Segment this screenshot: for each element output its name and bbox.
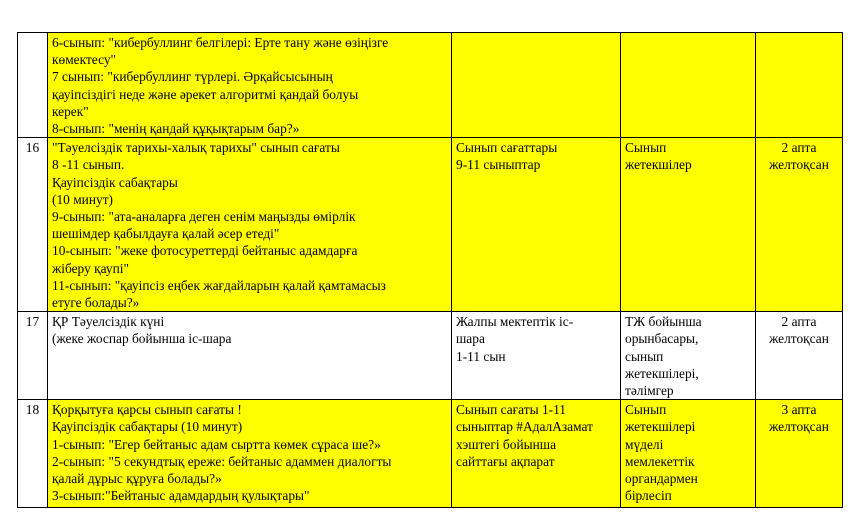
- responsible-cell-line: орынбасары,: [625, 331, 699, 347]
- event-cell-line: "Тәуелсіздік тарихы-халық тарихы" сынып сағаты: [52, 140, 340, 156]
- event-cell-line: 6-сынып: "кибербуллинг белгілері: Ерте тану және өзіңізге: [52, 35, 389, 50]
- responsible-cell-line: жетекшілері: [625, 419, 696, 435]
- deadline-cell: [756, 138, 843, 312]
- responsible-cell-line: бірлесіп: [625, 488, 672, 504]
- deadline-cell: [756, 400, 843, 508]
- form-cell: [452, 312, 621, 400]
- deadline-cell-line: 2 апта: [781, 140, 817, 156]
- event-cell-line: көмектесу": [52, 52, 117, 68]
- event-cell-line: ҚР Тәуелсіздік күні: [52, 314, 165, 330]
- event-cell: [48, 33, 452, 138]
- responsible-cell: [621, 312, 756, 400]
- responsible-cell: [621, 33, 756, 138]
- event-cell-line: шешімдер қабылдауға қалай әсер етеді": [52, 226, 280, 242]
- event-cell-line: 1-сынып: "Егер бейтаныс адам сыртта көмек сұраса ше?»: [52, 436, 381, 452]
- responsible-cell-line: мемлекеттік: [625, 453, 695, 469]
- row-number: [18, 33, 48, 138]
- event-cell-line: 10-сынып: "жеке фотосуреттерді бейтаныс адамдарға: [52, 243, 358, 259]
- event-cell-line: Қауіпсіздік сабақтары (10 минут): [52, 419, 243, 435]
- deadline-cell-line: 3 апта: [781, 402, 817, 418]
- row-number: 16: [18, 138, 48, 312]
- responsible-cell-line: жетекшілер: [625, 157, 692, 173]
- row-number: 18: [18, 400, 48, 508]
- event-cell-line: қалай дұрыс құруға болады?»: [52, 471, 222, 487]
- event-cell: [48, 400, 452, 508]
- responsible-cell: [621, 138, 756, 312]
- responsible-cell-line: тәлімгер: [625, 383, 674, 399]
- deadline-cell-line: желтоқсан: [769, 419, 829, 435]
- event-cell-line: 3-сынып:"Бейтаныс адамдардың қулықтары": [52, 488, 310, 504]
- responsible-cell-line: мүделі: [625, 436, 664, 452]
- event-cell-line: 8 -11 сынып.: [52, 157, 125, 173]
- form-cell-line: шара: [456, 331, 485, 347]
- deadline-cell-line: 2 апта: [781, 314, 817, 330]
- events-plan-table: [17, 32, 843, 508]
- table-row: [18, 138, 843, 312]
- form-cell-line: Жалпы мектептік іс-: [456, 314, 574, 330]
- form-cell-line: 9-11 сыныптар: [456, 157, 541, 173]
- responsible-cell-line: Сынып: [625, 402, 667, 418]
- event-cell: [48, 138, 452, 312]
- form-cell: [452, 33, 621, 138]
- event-cell-line: 8-сынып: "менің қандай құқықтарым бар?»: [52, 121, 300, 137]
- event-cell-line: 11-сынып: "қауіпсіз еңбек жағдайларын қалай қамтамасыз: [52, 277, 386, 293]
- event-cell-line: (жеке жоспар бойынша іс-шара: [52, 331, 232, 347]
- form-cell: [452, 400, 621, 508]
- table-row: [18, 33, 843, 138]
- event-cell-line: жіберу қаупі": [52, 260, 129, 276]
- responsible-cell: [621, 400, 756, 508]
- form-cell-line: 1-11 сын: [456, 348, 506, 364]
- event-cell-line: етуге болады?»: [52, 295, 140, 311]
- responsible-cell-line: ТЖ бойынша: [625, 314, 702, 330]
- table-row: [18, 312, 843, 400]
- event-cell: [48, 312, 452, 400]
- deadline-cell-line: желтоқсан: [769, 331, 829, 347]
- form-cell-line: сайттағы ақпарат: [456, 453, 555, 469]
- responsible-cell-line: Сынып: [625, 140, 667, 156]
- responsible-cell-line: жетекшілері,: [625, 365, 699, 381]
- event-cell-line: Қауіпсіздік сабақтары: [52, 174, 178, 190]
- event-cell-line: (10 минут): [52, 191, 114, 207]
- event-cell-line: 7 сынып: "кибербуллинг түрлері. Әрқайсысының: [52, 69, 333, 85]
- responsible-cell-line: органдармен: [625, 471, 698, 487]
- event-cell-line: Қорқытуға қарсы сынып сағаты !: [52, 402, 242, 418]
- form-cell-line: Сынып сағаты 1-11: [456, 402, 566, 418]
- deadline-cell-line: желтоқсан: [769, 157, 829, 173]
- deadline-cell: [756, 312, 843, 400]
- row-number: 17: [18, 312, 48, 400]
- form-cell-line: сыныптар #АдалАзамат: [456, 419, 593, 435]
- table-body: [18, 33, 843, 508]
- form-cell-line: Сынып сағаттары: [456, 140, 558, 156]
- event-cell-line: қауіпсіздігі неде және әрекет алгоритмі қандай болуы: [52, 86, 359, 102]
- form-cell-line: хэштегі бойынша: [456, 436, 557, 452]
- event-cell-line: 2-сынып: "5 секундтық ереже: бейтаныс адаммен диалогты: [52, 453, 392, 469]
- deadline-cell: [756, 33, 843, 138]
- event-cell-line: керек": [52, 103, 89, 119]
- table-row: [18, 400, 843, 508]
- responsible-cell-line: сынып: [625, 348, 664, 364]
- form-cell: [452, 138, 621, 312]
- event-cell-line: 9-сынып: "ата-аналарға деген сенім маңызды өмірлік: [52, 209, 356, 225]
